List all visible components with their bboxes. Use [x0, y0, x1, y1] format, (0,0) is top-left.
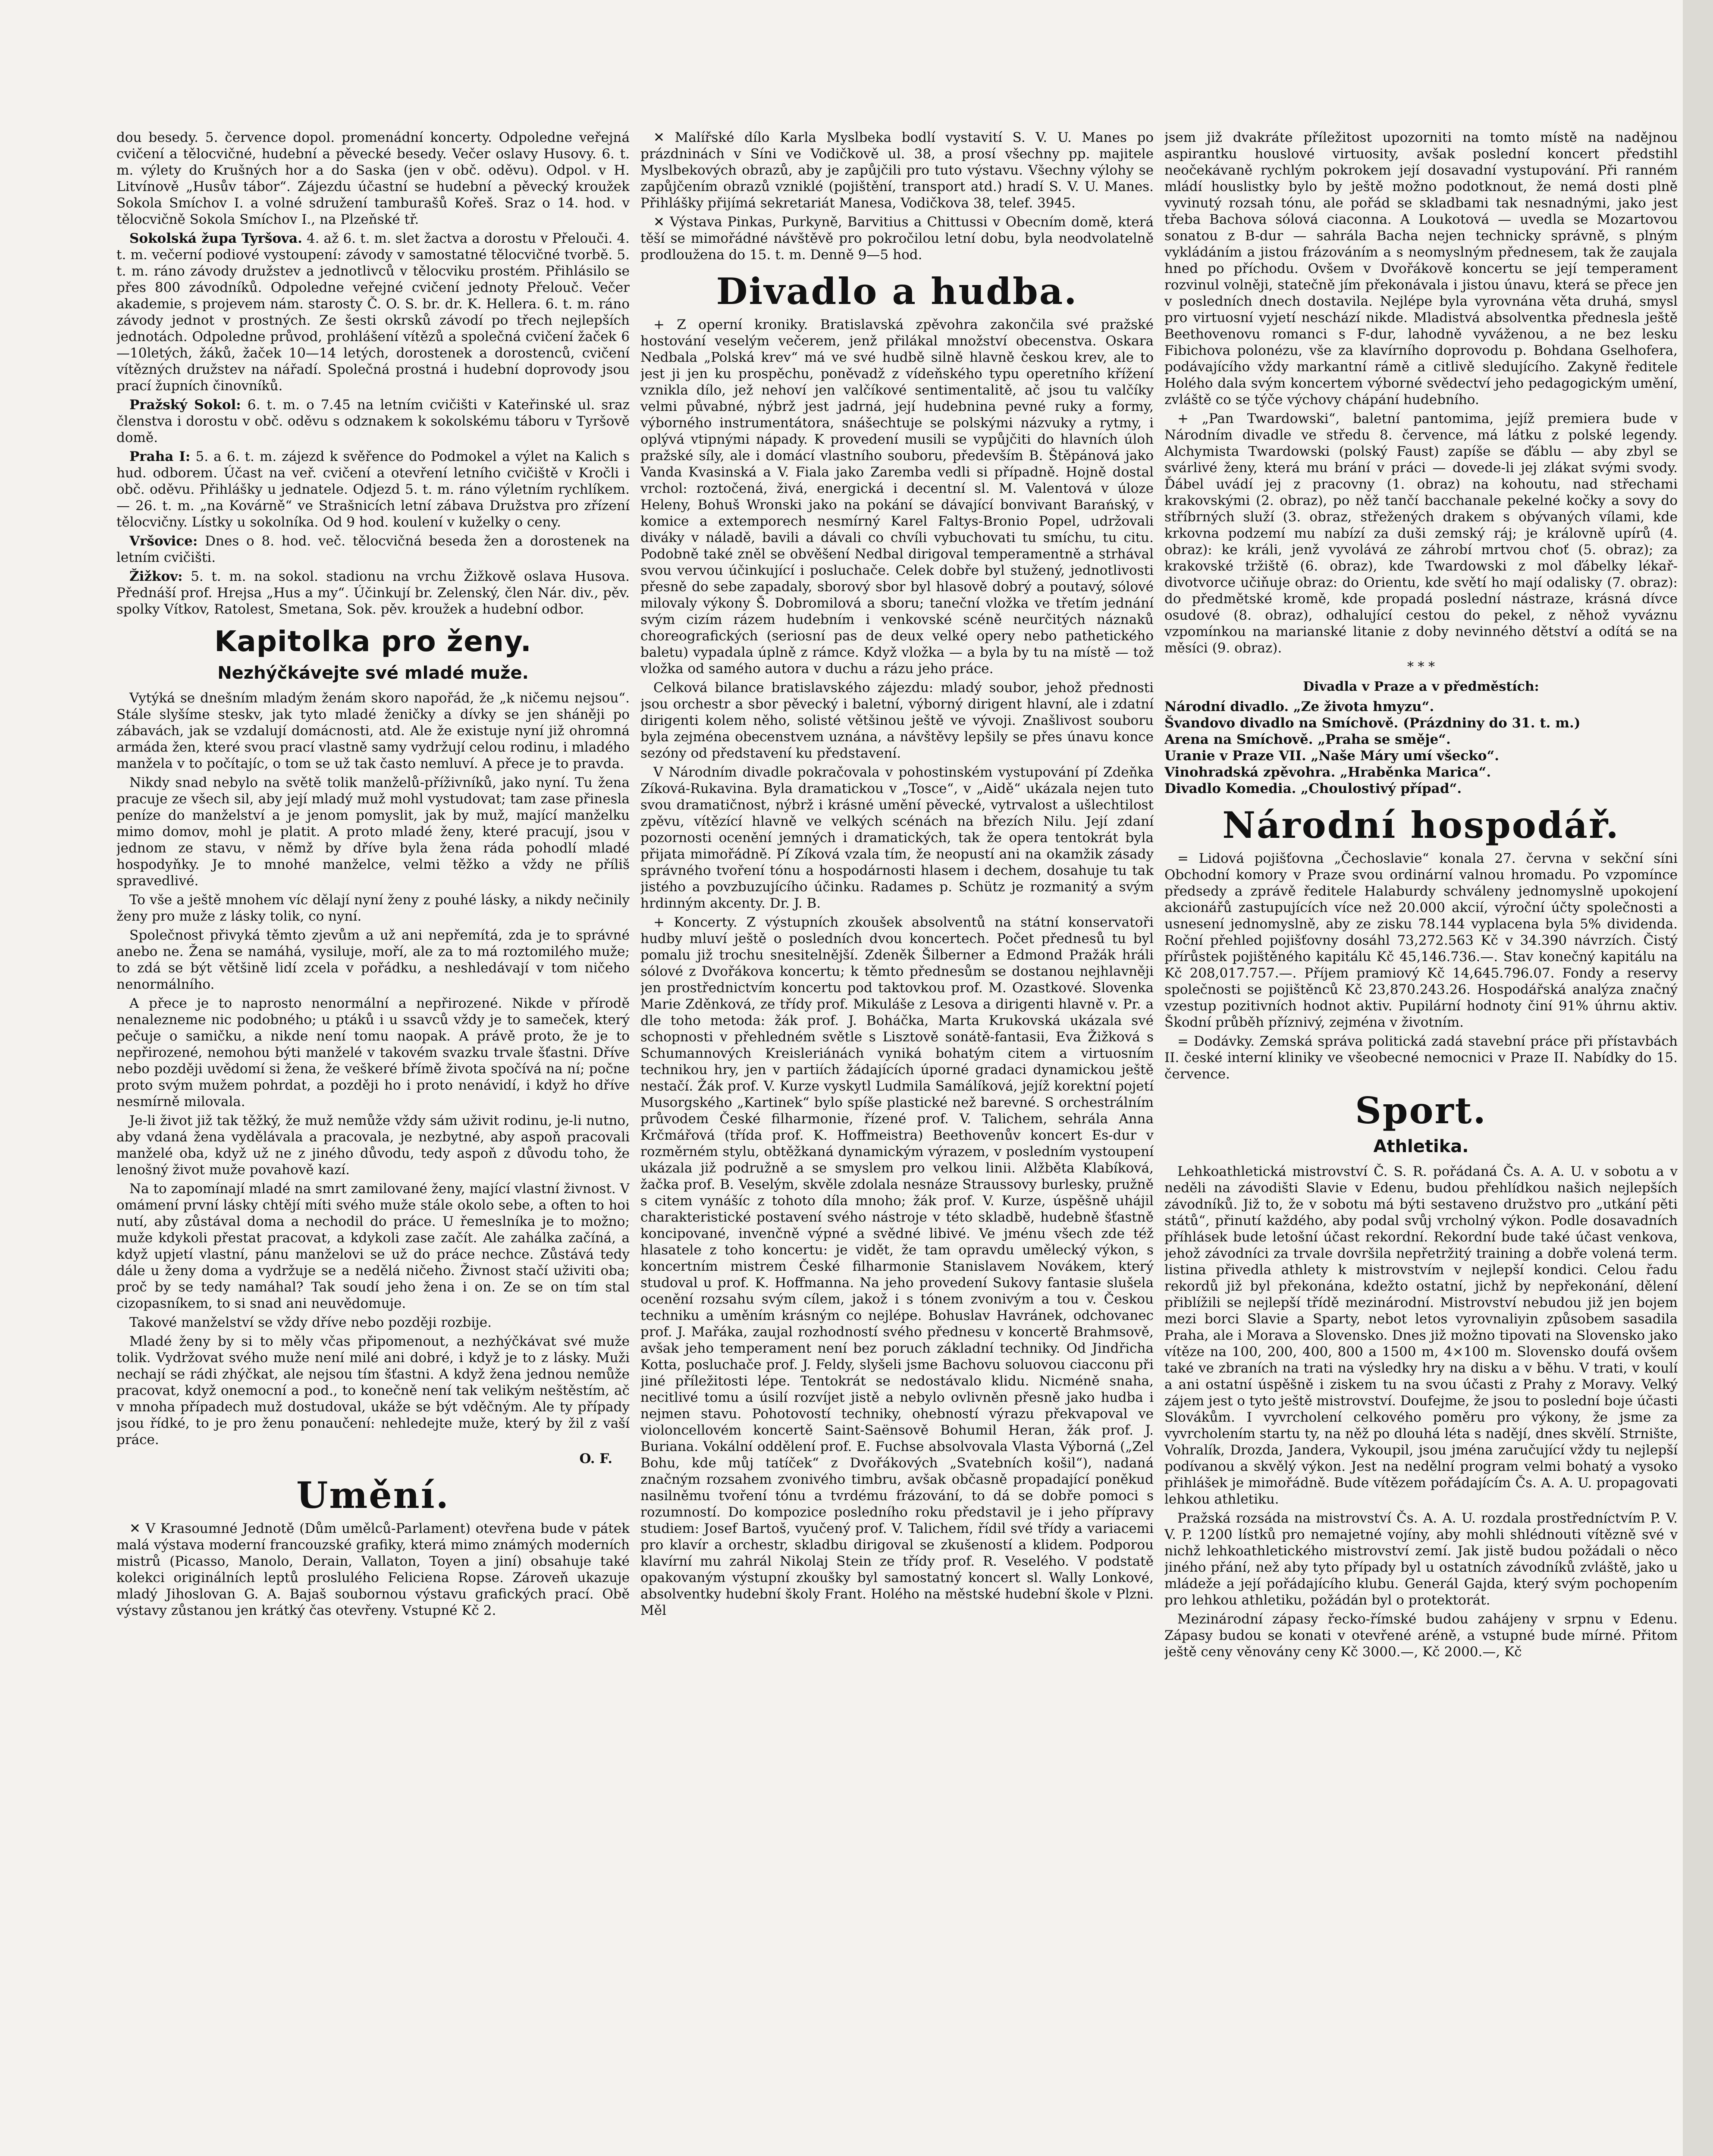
article-lead: Sokolská župa Tyršova.	[129, 231, 302, 246]
article-paragraph: A přece je to naprosto nenormální a nepřirozené. Nikde v přírodě nenalezneme nic podobného; u ptáků i u ssavců vždy je to sameček, který pečuje o samičku, a nikde není tomu naopak. A právě proto, že je to nepřirozené, nemohou býti manželé v takovém svazku trvale šťastni. Dříve nebo později uvědomí si žena, že veškeré břímě života spočívá na ní; počne proto svým mužem pohrdat, a později ho i proto nenávidí, i když ho dříve nesmírně milovala.	[116, 996, 630, 1109]
article-paragraph: Celková bilance bratislavského zájezdu: mladý soubor, jehož přednosti jsou orchestr a sbor pěvecký i baletní, výborný dirigent hlavní, ale i zdatní dirigenti kolem něho, solisté většinou ještě ve vývoji. Znašlivost souboru byla zejména obecenstvem uznána, a návštěvy lepšily se přes únavu konce sezóny od představení ku představení.	[640, 680, 1154, 761]
article-paragraph: Mezinárodní zápasy řecko-římské budou zahájeny v srpnu v Edenu. Zápasy budou se konati v otevřené aréně, a vstupné bude mírné. Přitom ještě ceny věnovány ceny Kč 3000.—, Kč 2000.—, Kč	[1164, 1611, 1678, 1660]
section-heading-art: Umění.	[296, 1474, 450, 1517]
article-paragraph: ✕ Malířské dílo Karla Myslbeka bodlí vystavití S. V. U. Manes po prázdninách v Síni ve Vodičkově ul. 38, a prosí všechny pp. majitele Myslbekových obrazů, aby je zapůjčili pro tuto výstavu. Všechny výlohy se zapůjčením obrazů vzniklé (pojištění, transport atd.) hradí S. V. U. Manes. Přihlášky přijímá sekretariát Manesa, Vodičkova 38, telef. 3945.	[640, 130, 1154, 211]
article-paragraph: + „Pan Twardowski“, baletní pantomima, jejíž premiera bude v Národním divadle ve středu 8. července, má látku z polské legendy. Alchymista Twardowski (polský Faust) zapíše se ďáblu — aby zbyl se svárlivé ženy, která mu brání v práci — dovede-li jej zlákat svými svody. Ďábel uvádí jej z pracovny (1. obraz) na kohoutu, nad střechami krakovskými (2. obraz), po něž tančí bacchanale pekelné kočky a sovy do stříbrných služí (3. obraz, střežených drakem s obývaných vílami, kde krkovna podzemí mu nabízí za duši zemský ráj; je královně upírů (4. obraz): ke králi, jenž vyvolává ze záhrobí mrtvou choť (5. obraz); za krakovské tržiště (6. obraz), kde Twardowski z mol ďábelky lékař-divotvorce učiňuje obraz: do Orientu, kde světí ho mají odalisky (7. obraz): do předmětské kromě, kde propadá poslední nástraze, krásná dívce osudové (8. obraz), odhalující cestou do pekel, z něhož vyváznu vzpomínkou na marianské litanie z doby nevinného dětství a odítá se na měsíci (9. obraz).	[1164, 411, 1678, 656]
article-lead: Praha I:	[129, 449, 191, 464]
article-subheading: Athletika.	[1373, 1137, 1469, 1156]
article-paragraph: To vše a ještě mnohem víc dělají nyní ženy z pouhé lásky, a nikdy nečinily ženy pro muže z lásky tolik, co nyní.	[116, 892, 630, 924]
article-subheading: Nezhýčkávejte své mladé muže.	[217, 663, 529, 683]
section-heading-women: Kapitolka pro ženy.	[214, 625, 532, 658]
article-text: 4. až 6. t. m. slet žactva a dorostu v Přelouči. 4. t. m. večerní podiové vystoupení: závody v samostatné tělocvičné tvorbě. 5. t. m. ráno závody družstev a jednotlivců v tělocviku prostém. Přihlásilo se přes 800 závodníků. Odpoledne veřejné cvičení jednoty Přelouč. Večer akademie, s projevem nám. starosty Č. O. S. br. dr. K. Hellera. 6. t. m. ráno závody jednot v prostných. Ze šesti okrsků závodí po třech nejlepších jednotách. Odpoledne průvod, prohlášení vítězů a společná cvičení žaček 6—10letých, žáků, žaček 10—14 letých, dorostenek a dorostenců, cvičení vítězných družstev na nářadí. Společná prostná i hudební doprovody jsou prací župních činovníků.	[116, 231, 630, 394]
article-signature: O. F.	[579, 1451, 612, 1467]
article-paragraph: Nikdy snad nebylo na světě tolik manželů-příživníků, jako nyní. Tu žena pracuje ze všech sil, aby její mladý muž mohl vystudovat; tam zase přinesla peníze do manželství a je jenom pomyslit, jak by muž, mající manželku mimo domov, mohl je platit. A proto mladé ženy, které pracují, jsou v jednom ze stavu, v němž by dříve byla žena ráda pohodlí mladé hospodyňky. Je to mnohé manželce, velmi těžko a vždy ne příliš spravedlivé.	[116, 775, 630, 889]
program-item: Arena na Smíchově. „Praha se směje“.	[1164, 732, 1451, 747]
article-paragraph: + Koncerty. Z výstupních zkoušek absolventů na státní konservatoři hudby mluví ještě o posledních dvou koncertech. Počet přednesů tu byl pomalu již trochu snesitelnější. Zdeněk Šilberner a Edmond Pražák hráli sólové z Dvořákova koncertu; k těmto přednesům se dostanou nejhlavněji jen prostřednictvím koncertu pod taktovkou prof. M. Ozastkové. Slovenka Marie Zděnková, ze třídy prof. Mikuláše z Lesova a dirigenti hlavně v. Pr. a dle toho metoda: žák prof. J. Boháčka, Marta Krukovská ukázala své schopnosti v přehledném světle s Lisztově sonátě-fantasii, Eva Žižková s Schumannových Kreisleriánách vyniká bohatým citem a virtuosním technikou hry, jen v partiích žádajících úporné gradaci dynamickou ještě nestačí. Žák prof. V. Kurze vyskytl Ludmila Samálíková, jejíž korektní pojetí Musorgského „Kartinek“ bylo spíše plastické než barevné. S orchestrálním průvodem České filharmonie, řízené prof. V. Talichem, sehrála Anna Krčmářová (třída prof. K. Hoffmeistra) Beethovenův koncert Es-dur v rozměrném stylu, obtěžkaná dynamickým výrazem, v posledním vystoupení ukázala již podružně a se smyslem pro velkou linii. Alžběta Klabíková, žačka prof. B. Veselým, skvěle zdolala nesnáze Straussovy burlesky, pružně s citem vynášíc z tohoto díla mnoho; žák prof. V. Kurze, úspěšně uhájil charakteristické postavení svého nástroje v této skladbě, hudebně šťastně koncipované, invenčně výpné a svědné libivé. Ve jménu všech zde též hlasatele z toho koncertu: je vidět, že tam opravdu umělecký výkon, s koncertním mistrem České filharmonie Stanislavem Novákem, který studoval u prof. K. Hoffmanna. Na jeho provedení Sukovy fantasie slušela ocenění rozsahu svým cílem, jakož i s tónem zvonivým a tou v. Českou techniku a uměním krásným co nejlépe. Bohuslav Havránek, odchovanec prof. J. Mařáka, zaujal rozhodností svého přednesu v koncertě Brahmsově, avšak jeho temperament není bez poruch základní techniky. Od Jindřicha Kotta, posluchače prof. J. Feldy, slyšeli jsme Bachovu soluovou ciacconu při jiné příležitosti lépe. Tentokrát se nedostávalo klidu. Nicméně snaha, necitlivé tomu a úsilí rozvíjet jistě a nebylo ovlivněn přesně jako hudba i nejmen stavu. Pohotovostí techniky, ohebností výrazu překvapoval ve violoncellovém koncertě Saint-Saënsově Bohumil Heran, žák prof. J. Buriana. Vokální oddělení prof. E. Fuchse absolvovala Vlasta Výborná („Zel Bohu, kde můj tatíček“ z Dvořákových „Svatebních košil“), nadaná značným rozsahem zvonivého timbru, avšak občasně propadající poněkud nasilněmu tvoření tónu a tvrdému frázování, to dá se dobře pomoci s rozumností. Do kompozice posledního roku představil je i jeho přípravy studiem: Josef Bartoš, vyučený prof. V. Talichem, řídil své třídy a variacemi pro klavír a orchestr, skladbu dirigoval se zkušeností a klidem. Podporou klavírní mu zahrál Nikolaj Stein ze třídy prof. R. Veselého. V podstatě opakovaným výstupní zkoušky byl samostatný koncert sl. Wally Lonkové, absolventky hudební školy Frant. Holého na městské hudební škole v Plzni. Měl	[640, 915, 1154, 1618]
program-item: Uranie v Praze VII. „Naše Máry umí všecko“.	[1164, 748, 1500, 764]
article-lead: Žižkov:	[129, 569, 183, 584]
article-paragraph	[116, 533, 630, 566]
column-1	[116, 129, 630, 2156]
column-3	[1164, 129, 1678, 2156]
article-text: 5. t. m. na sokol. stadionu na vrchu Žižkově oslava Husova. Přednáší prof. Hrejsa „Hus a my“. Účinkují br. Zelenský, člen Nár. div., pěv. spolky Vítkov, Ratolest, Smetana, Sok. pěv. kroužek a hudební odbor.	[116, 569, 630, 617]
page-edge-strip	[1683, 0, 1713, 2156]
article-lead: Vršovice:	[129, 533, 198, 549]
program-item: Švandovo divadlo na Smíchově. (Prázdniny do 31. t. m.)	[1164, 715, 1581, 731]
article-paragraph: ✕ V Krasoumné Jednotě (Dům umělců-Parlament) otevřena bude v pátek malá výstava moderní francouzské grafiky, která mimo známých moderních mistrů (Picasso, Manolo, Derain, Vallaton, Toyen a jiní) obsahuje také kolekci originálních leptů proslulého Feliciena Ropse. Zároveň ukazuje mladý Jihoslovan G. A. Bajaš soubornou výstavu grafických prací. Obě výstavy zůstanou jen krátký čas otevřeny. Vstupné Kč 2.	[116, 1521, 630, 1618]
separator-stars: * * *	[1407, 659, 1435, 674]
article-paragraph: Pražská rozsáda na mistrovství Čs. A. A. U. rozdala prostředníctvím P. V. V. P. 1200 lístků pro nemajetné vojíny, aby mohli shlédnouti vítězně své v nichž lehkoathletického mistrovství zemí. Jak jistě budou požádali o něco jiného přání, než aby tyto případy byl u ostatních závodníků zvláště, jako u mládeže a její pořádajícího klubu. Generál Gajda, který svým pochopením pro lehkou athletiku, požádán byl o protektorát.	[1164, 1510, 1678, 1608]
article-paragraph	[116, 448, 630, 530]
article-paragraph: = Lidová pojišťovna „Čechoslavie“ konala 27. června v sekční síni Obchodní komory v Praze svou ordinární valnou hromadu. Po vzpomínce předsedy a zprávě ředitele Halaburdy schváleny jednomyslně upokojení akcionářů zastupujících více než 20.000 akcií, výroční účty společnosti a usnesení jednomyslně, aby ze zisku 78.144 vyplacena byla 5% dividenda. Roční přehled pojišťovny dosáhl 73,272.563 Kč v 34.390 návrzích. Čistý přírůstek pojištěného kapitálu Kč 45,146.736.—. Stav konečný kapitálu na Kč 208,017.757.—. Příjem pramiový Kč 14,645.796.07. Fondy a reservy společnosti se pojištěnců Kč 23,870.243.26. Hospodářská analýza značný vzestup pozitivních hodnot aktiv. Pupilární hodnoty činí 91% úhrnu aktiv. Škodní průběh příznivý, zejména v životním.	[1164, 851, 1678, 1030]
article-text: 5. a 6. t. m. zájezd k svěřence do Podmokel a výlet na Kalich s hud. odborem. Účast na veř. cvičení a otevření letního cvičiště v Kročli i obč. oděvu. Přihlášky u jednatele. Odjezd 5. t. m. ráno výletním rychlíkem. — 26. t. m. „na Kovárně“ ve Strašnicích letní zábava Družstva pro zřízení tělocvičny. Lístky u sokolníka. Od 9 hod. koulení v kuželky o ceny.	[116, 449, 630, 530]
section-heading-sport: Sport.	[1355, 1089, 1487, 1132]
article-paragraph: Je-li život již tak těžký, že muž nemůže vždy sám uživit rodinu, je-li nutno, aby vdaná žena vydělávala a pracovala, je nezbytné, aby aspoň pracovali manželé oba, když už ne z jiného důvodu, tedy aspoň z důvodu toho, že lenošný život muže povahově kazí.	[116, 1113, 630, 1178]
article-paragraph: jsem již dvakráte příležitost upozorniti na tomto místě na nadějnou aspirantku houslové virtuosity, avšak poslední koncert předstihl neočekávaně rychlým pokrokem její dosavadní vystupování. Při ranném mládí houslistky bylo by ještě možno podotknout, že nemá dosti plně vyvinutý rozsah tónu, ale pořád se skladbami tak nesnadnými, jako jest třeba Bachova sólová ciaconna. A Loukotová — uvedla se Mozartovou sonatou z B-dur — sahrála Bacha nejen technicky správně, s plným vykládáním a jistou frázováním a s neomyslným přednesem, tak že zaujala hned po příchodu. Ovšem v Dvořákově koncertu se její temperament rozvinul volněji, statečně jím překonávala i jistou únavu, která se přece jen v posledních dnech dostavila. Nejlépe byla vyrovnána věta druhá, smysl pro virtuosní vyjetí neschází nikde. Mladistvá absolventka přednesla ještě Beethovenovu romanci s F-dur, lahodně vyváženou, a ne bez lesku Fibichova polonézu, vše za klavírního doprovodu p. Bohdana Gselhofera, podávajícího vždy markantní rámě a citlivě sledujícího. Zakyně ředitele Holého dala svým koncertem výborné svědectví jeho pedagogickým umění, zvláště co se týče výchovy chápání hudebního.	[1164, 130, 1678, 407]
article-paragraph: Mladé ženy by si to měly včas připomenout, a nezhýčkávat své muže tolik. Vydržovat svého muže není milé ani dobré, i když je to z lásky. Muži nechají se rádi zhýčkat, ale nejsou tím šťastni. A když žena jednou nemůže pracovat, když onemocní a pod., to konečně není tak velikým neštěstím, ač v mnoha případech muž dostudoval, ukáže se být vděčným. Ale ty případy jsou řídké, to je pro ženu ponaučení: nehledejte muže, který by žil z vaší práce.	[116, 1334, 630, 1448]
section-heading-theatre: Divadlo a hudba.	[716, 270, 1078, 313]
article-lead: Pražský Sokol:	[129, 397, 241, 413]
article-paragraph	[116, 568, 630, 617]
article-paragraph: Vytýká se dnešním mladým ženám skoro napořád, že „k ničemu nejsou“. Stále slyšíme steskv, jak tyto mladé ženičky a dívky se jen sháněji po zábavách, jak se vzdalují domácnosti, atd. Ale že existuje nyní již ohromná armáda žen, které svou prací vlastně samy vydržují celou rodinu, i mladého manžela v to počítajíc, o tom se už tak často nemluví. A přece je to pravda.	[116, 690, 630, 771]
article-paragraph: + Z operní kroniky. Bratislavská zpěvohra zakončila své pražské hostování veselým večerem, jenž přilákal množství obecenstva. Oskara Nedbala „Polská krev“ má ve své hudbě silně hlavně českou krev, ale to jest ji jen ku prospěchu, poněvadž z vídeňského typu operetního křížení vznikla dílo, jež nehoví jen valčíkové sentimentalitě, ač jsou tu valčíky velmi půvabné, nýbrž jest jadrná, její hudebnina pevné ruky a formy, výborného instrumentátora, snášechtuje se polskými názvuky a rytmy, i oplývá vtipnými nápady. K provedení musili se vypůjčiti do hlavních úloh pražské síly, ale i domácí vlastního souboru, především B. Štěpánová jako Vanda Kvasinská a V. Fiala jako Zaremba vedli si případně. Hojně dostal vrchol: roztočená, živá, energická i decentní sl. M. Valentová v úloze Heleny, Bohuš Wronski jako na pokání se dávající bonvivant Barańský, v komice a extemporech nesmírný Karel Faltys-Bronio Popel, udržovali diváky v náladě, bavili a dávali co chvíli vybuchovati tu smíchu, tu citu. Podobně také zněl se obvěšení Nedbal dirigoval temperamentně a strhával svou vervou účinkující i posluchače. Celek dobře byl stužený, jednotlivosti přesně do sebe zapadaly, sborový sbor byl hlasově dobrý a poutavý, sólové milovaly výkony Š. Dobromilová a sboru; taneční vložka ve třetím jednání svým cizím rázem hudebním i venkovské scéně neurčitých náznaků choreografických (seriosní pas de deux velké opery nebo pathetického baletu) vypadala úplně z rámce. Když vložka — a byla by tu na místě — tož vložka od samého autora v duchu a rázu jeho práce.	[640, 317, 1154, 677]
article-paragraph: Lehkoathletická mistrovství Č. S. R. pořádaná Čs. A. A. U. v sobotu a v neděli na závodišti Slavie v Edenu, budou přehlídkou našich nejlepších závodníků. Již to, že v sobotu má býti sestaveno družstvo pro „utkání pěti států“, přinutí každého, aby podal svůj vrcholný výkon. Podle dosavadních příhlásek bude letošní účast rekordní. Rekordní bude také účast venkova, jehož závodníci za trvale dovršila nepřetržitý training a dobře volená term. listina přivedla athlety k mistrovstvím v nejlepší kondici. Celou řadu rekordů již byl překonána, kdežto ostatní, jichž by nepřekonání, dělení přiblížili se nejlepší třídě mezinárodní. Mistrovství nebudou již jen bojem mezi borci Slavie a Sparty, nebot letos vyrovnaliyin způsobem sasadila Praha, ale i Morava a Slovensko. Dnes již možno tipovati na Slovensko jako vítěze na 100, 200, 400, 800 a 1500 m, 4×100 m. Slovensko doufá ovšem také ve zbraních na trati na výsledky hry na disku a v běhu. V trati, v koulí a ani ostatní úspěšně i ziskem tu na svou účasti z Prahy z Moravy. Velký zájem jest o tyto ještě mistrovství. Doufejme, že jsou to poslední boje účasti Slovákům. I vyvrcholení celkového poměru pro výkony, že jsme za vyvrcholením startu ty, na něž po dlouhá léta s nadějí, dnes skvělí. Strnište, Vohralík, Drozda, Jandera, Vykoupil, jsou jména zaručující vždy tu nejlepší podívanou a skvělý výkon. Jest na nedělní program velmi bohatý a vysoko přihlášek je mimořádně. Bude vítězem pořádajícím Čs. A. A. U. propagovati lehkou athletiku.	[1164, 1164, 1678, 1507]
program-heading: Divadla v Praze a v předměstích:	[1303, 679, 1539, 694]
article-paragraph: Společnost přivyká těmto zjevům a už ani nepřemítá, zda je to správné anebo ne. Žena se namáhá, vysiluje, moří, ale za to má roztomilého muže; to zdá se být většině lidí zcela v pořádku, a neshledávají v tom ničeho nenormálního.	[116, 928, 630, 992]
newspaper-page	[116, 129, 1678, 2156]
article-paragraph	[116, 397, 630, 446]
article-paragraph	[116, 230, 630, 394]
article-paragraph: = Dodávky. Zemská správa politická zadá stavební práce při přístavbách II. české interní kliniky ve všeobecné nemocnici v Praze II. Nabídky do 15. července.	[1164, 1034, 1678, 1082]
article-paragraph: Takové manželství se vždy dříve nebo později rozbije.	[129, 1315, 492, 1330]
program-item: Vinohradská zpěvohra. „Hraběnka Marica“.	[1164, 765, 1491, 780]
article-paragraph: Na to zapomínají mladé na smrt zamilované ženy, mající vlastní živnost. V omámení první lásky chtějí míti svého muže stále okolo sebe, a often to hoi nutí, aby zůstával doma a nechodil do práce. U řemeslníka je to možno; muže kdykoli přestat pracovat, a kdykoli zase začít. Ale zahálka začíná, a když upjetí vlastní, pánu manželovi se už do práce nechce. Zůstává tedy dále u ženy doma a vydržuje se a nedělá ničeho. Živnost stačí uživiti oba; proč by se tedy namáhal? Tak soudí jeho žena i on. Ze se on tím stal cizopasníkem, to si snad ani neuvědomuje.	[116, 1181, 630, 1311]
article-paragraph: V Národním divadle pokračovala v pohostinském vystupování pí Zdeňka Zíková-Rukavina. Byla dramatickou v „Tosce“, v „Aidě“ ukázala nejen tuto svou dramatičnost, nýbrž i krásné umění pěvecké, vytrvalost a ušlechtilost zpěvu, vítězící hlavně ve velkých scénách na březích Nilu. Její zdaní pozornosti ocenění jemných i dramatických, tak že opera tentokrát byla přijata mimořádně. Pí Zíková vzala tím, že neopustí ani na okamžik zásady správného tvoření tónu a hospodárnosti hlasem i dechem, dosahuje tu tak jistého a povzbuzujícího účinku. Radames p. Schütz je rozmanitý a svým hrdinným akcenty. Dr. J. B.	[640, 765, 1154, 911]
article-text: Dnes o 8. hod. več. tělocvičná beseda žen a dorostenek na letním cvičišti.	[116, 533, 630, 565]
program-item: Národní divadlo. „Ze života hmyzu“.	[1164, 699, 1434, 714]
column-2	[640, 129, 1154, 2156]
article-paragraph: ✕ Výstava Pinkas, Purkyně, Barvitius a Chittussi v Obecním domě, která těší se mimořádné návštěvě pro pokročilou letní dobu, byla neodvolatelně prodloužena do 15. t. m. Denně 9—5 hod.	[640, 214, 1154, 263]
program-item: Divadlo Komedia. „Choulostivý případ“.	[1164, 781, 1462, 796]
article-paragraph: dou besedy. 5. července dopol. promenádní koncerty. Odpoledne veřejná cvičení a tělocvičné, hudební a pěvecké besedy. Večer oslavy Husovy. 6. t. m. výlety do Krušných hor a do Saska (jen v obč. oděvu). Odpol. v H. Litvínově „Husův tábor“. Zájezdu účastní se hudební a pěvecký kroužek Sokola Smíchov I. a volné sdružení tamburašů Kořeš. Sraz o 14. hod. v tělocvičně Sokola Smíchov I., na Plzeňské tř.	[116, 130, 630, 227]
article-text: 6. t. m. o 7.45 na letním cvičišti v Kateřinské ul. sraz členstva i dorostu v obč. oděvu s odznakem k sokolskému táboru v Tyršově domě.	[116, 397, 630, 445]
section-heading-economy: Národní hospodář.	[1222, 804, 1620, 846]
